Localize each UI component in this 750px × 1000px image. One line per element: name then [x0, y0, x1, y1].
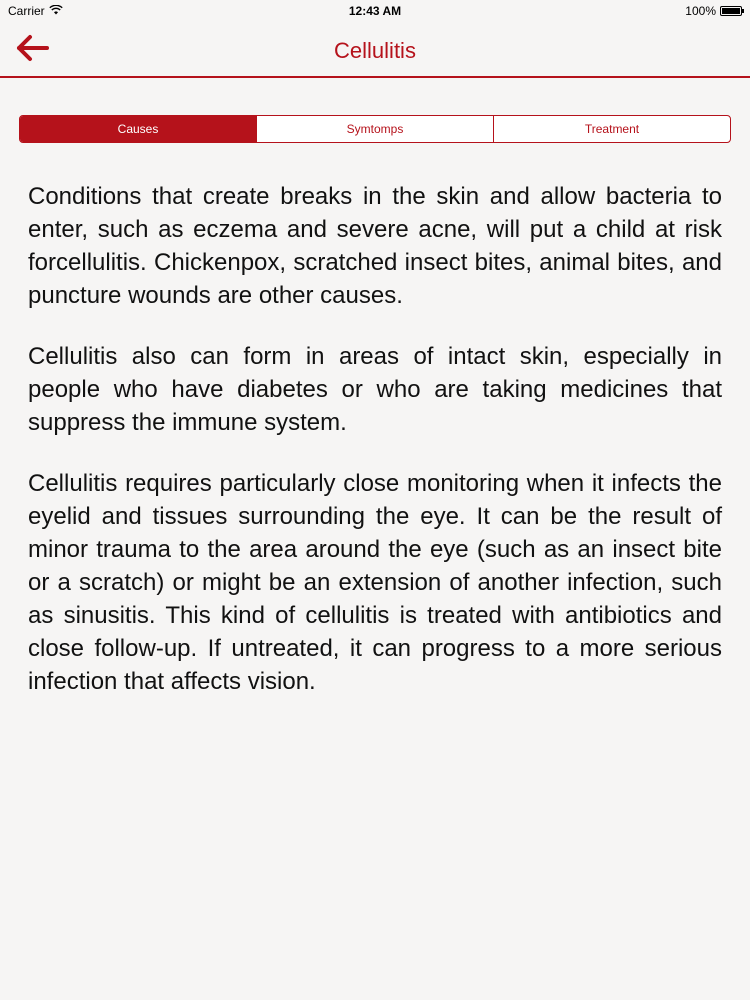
article-content	[28, 180, 722, 726]
page-title: Cellulitis	[334, 38, 416, 63]
navigation-bar	[0, 22, 750, 78]
paragraph: Cellulitis also can form in areas of intact skin, especially in people who have diabetes or who are taking medicines that suppress the immune system.	[28, 343, 722, 436]
segmented-control	[19, 115, 731, 143]
status-bar	[0, 0, 750, 22]
status-right	[685, 4, 742, 18]
paragraph: Cellulitis requires particularly close monitoring when it infects the eyelid and tissues surrounding the eye. It can be the result of minor trauma to the area around the eye (such as an insect bite or a scratch) or might be an extension of another infection, such as sinusitis. This kind of cellulitis is treated with antibiotics and close follow-up. If untreated, it can progress to a more serious infection that affects vision.	[28, 470, 722, 695]
carrier-label: Carrier	[8, 4, 45, 18]
paragraph: Conditions that create breaks in the skin and allow bacteria to enter, such as eczema and severe acne, will put a child at risk forcellulitis. Chickenpox, scratched insect bites, animal bites, and puncture wounds are other causes.	[28, 183, 722, 309]
status-time: 12:43 AM	[348, 4, 402, 18]
tab-causes[interactable]: Causes	[20, 116, 256, 142]
tab-symptoms[interactable]: Symtomps	[256, 116, 493, 142]
battery-percent: 100%	[685, 4, 716, 18]
tab-treatment[interactable]: Treatment	[493, 116, 730, 142]
battery-icon	[720, 6, 742, 16]
